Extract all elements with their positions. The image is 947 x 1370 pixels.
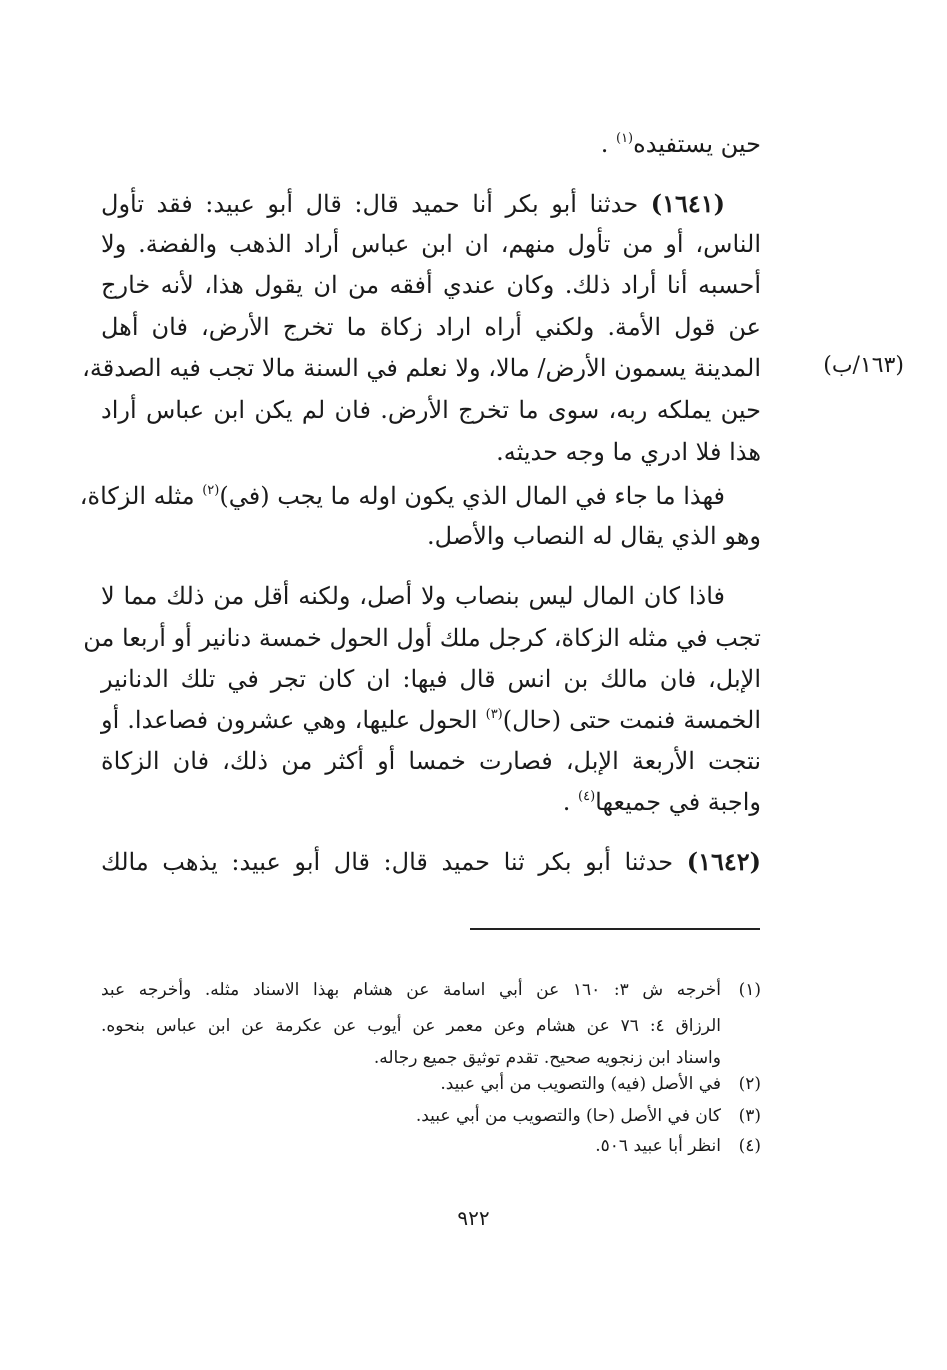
para-1641-line-2: الناس، أو من تأول منهم، ان ابن عباس أراد الذهب والفضة. ولا <box>101 230 761 258</box>
footnote-ref-2: (٢) <box>202 483 220 498</box>
para-malik-text-6: واجبة في جميعها <box>595 788 761 816</box>
footnote-1-number: (١) <box>738 980 761 1000</box>
footnote-ref-1: (١) <box>615 131 634 146</box>
footnote-separator <box>470 928 760 930</box>
para-malik-line-1: فاذا كان المال ليس بنصاب ولا أصل، ولكنه أقل من ذلك مما لا <box>101 582 725 610</box>
para-1641-line-7: هذا فلا ادري ما وجه حديثه. <box>496 438 761 466</box>
footnote-4 <box>101 1132 761 1161</box>
para-malik-line-2: تجب في مثله الزكاة، كرجل ملك أول الحول خمسة دنانير أو أربعا من <box>83 624 761 652</box>
footnote-2-text: في الأصل (فيه) والتصويب من أبي عبيد. <box>440 1074 721 1094</box>
para-malik-line-3: الإبل، فان مالك بن انس قال فيها: ان كان تجر في تلك الدنانير <box>101 665 761 693</box>
footnote-2 <box>101 1070 761 1099</box>
manuscript-folio-note: (١٦٣/ب) <box>823 353 904 378</box>
para-malik-text-4b: الحول عليها، وهي عشرون فصاعدا. أو <box>101 706 486 734</box>
para-1641-line-3: أحسبه أنا أراد ذلك. وكان عندي أفقه من ان يقول هذا، لأنه خارج <box>101 271 761 299</box>
footnote-1-line-3: واسناد ابن زنجويه صحيح. تقدم توثيق جميع رجاله. <box>373 1048 721 1068</box>
para-1641-line-1 <box>101 184 761 224</box>
para-1642-line-1 <box>101 842 761 882</box>
footnote-3 <box>101 1102 761 1131</box>
para-malik-line-4 <box>101 700 761 740</box>
para-nisab-text-1a: فهذا ما جاء في المال الذي يكون اوله ما يجب (في) <box>219 482 725 510</box>
footnote-1-line-1: أخرجه ش ٣: ١٦٠ عن أبي اسامة عن هشام بهذا الاسناد مثله. وأخرجه عبد <box>101 980 721 1000</box>
para-nisab-line-1 <box>79 476 761 516</box>
footnote-4-text: انظر أبا عبيد ٥٠٦. <box>595 1136 721 1156</box>
para-nisab-line-2: وهو الذي يقال له النصاب والأصل. <box>427 522 761 550</box>
hadith-number-1641: (١٦٤١) <box>650 189 725 218</box>
hadith-number-1642: (١٦٤٢) <box>686 847 761 876</box>
footnote-2-number: (٢) <box>738 1074 761 1094</box>
continuation-text: حين يستفيده <box>633 130 761 158</box>
footnote-3-text: كان في الأصل (حا) والتصويب من أبي عبيد. <box>415 1106 721 1126</box>
para-1642-text: حدثنا أبو بكر ثنا حميد قال: قال أبو عبيد: يذهب مالك <box>101 848 674 876</box>
footnote-1 <box>101 976 761 1005</box>
para-1641-line-6: حين يملكه ربه، سوى ما تخرج الأرض. فان لم يكن ابن عباس أراد <box>101 396 761 424</box>
footnote-3-number: (٣) <box>738 1106 761 1126</box>
para-nisab-text-1b: مثله الزكاة، <box>79 482 203 510</box>
page-number: ٩٢٢ <box>457 1206 490 1230</box>
para-malik-line-6 <box>101 782 761 822</box>
continuation-line <box>101 124 761 164</box>
para-1641-text-1: حدثنا أبو بكر أنا حميد قال: قال أبو عبيد: فقد تأول <box>101 190 639 218</box>
para-malik-line-5: نتجت الأربعة الإبل، فصارت خمسا أو أكثر من ذلك، فان الزكاة <box>101 747 761 775</box>
footnote-ref-3: (٣) <box>485 707 503 722</box>
footnote-4-number: (٤) <box>738 1136 761 1156</box>
para-1641-line-4: عن قول الأمة. ولكني أراه اراد زكاة ما تخرج الأرض، فان أهل <box>101 313 761 341</box>
para-malik-end: . <box>562 788 571 816</box>
para-malik-text-4a: الخمسة فنمت حتى (حال) <box>502 706 762 734</box>
footnote-ref-4: (٤) <box>578 789 596 804</box>
para-1641-line-5: المدينة يسمون الأرض/ مالا، ولا نعلم في السنة مالا تجب فيه الصدقة، <box>82 354 761 382</box>
continuation-end: . <box>600 130 609 158</box>
footnote-1-line-2: الرزاق ٤: ٧٦ عن هشام وعن معمر عن أيوب عن عكرمة عن ابن عباس بنحوه. <box>101 1016 721 1036</box>
